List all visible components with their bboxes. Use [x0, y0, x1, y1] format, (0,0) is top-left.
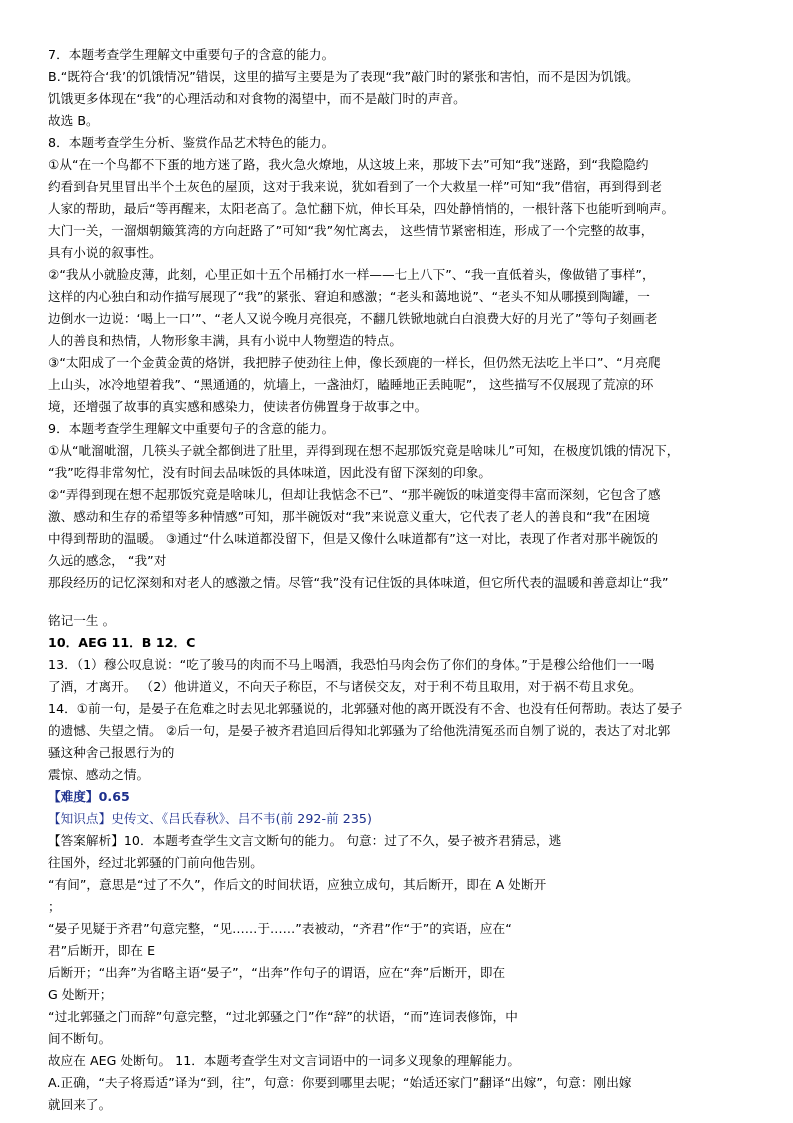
text-line: ； — [48, 899, 61, 914]
text-line: 饥饿更多体现在“我”的心理活动和对食物的渴望中，而不是敲门时的声音。 — [48, 91, 466, 106]
text-line: “有间”，意思是“过了不久”，作后文的时间状语，应独立成句，其后断开，即在 A 处断开 — [48, 877, 547, 892]
text-line: 往国外，经过北郭骚的门前向他告别。 — [48, 855, 263, 870]
text-line: 7．本题考查学生理解文中重要句子的含意的能力。 — [48, 47, 335, 62]
text-line: 震惊、感动之情。 — [48, 767, 150, 782]
text-line: 这样的内心独白和动作描写展现了“我”的紧张、窘迫和感激；“老头和蔼地说”、“老头不知从哪摸到陶罐，一 — [48, 289, 650, 304]
text-line: G 处断开； — [48, 987, 113, 1002]
text-line: 激、感动和生存的希望等多种情感”可知，那半碗饭对“我”来说意义重大，它代表了老人的善良和“我”在困境 — [48, 509, 650, 524]
text-line: 人家的帮助，最后“等再醒来，太阳老高了。急忙翻下炕，伸长耳朵，四处静悄悄的，一根针落下也能听到响声。 — [48, 201, 675, 216]
text-line: 边倒水一边说：‘喝上一口’”、“老人又说今晚月亮很亮，不翻几铁锨地就白白浪费大好的月光了”等句子刻画老 — [48, 311, 658, 326]
text-line: 境，还增强了故事的真实感和感染力，使读者仿佛置身于故事之中。 — [48, 399, 428, 414]
text-line: ①从“在一个鸟都不下蛋的地方迷了路，我火急火燎地，从这坡上来，那坡下去”可知“我”迷路，到“我隐隐约 — [48, 157, 649, 172]
text-line: 中得到帮助的温暖。 ③通过“什么味道都没留下，但是又像什么味道都有”这一对比，表现了作者对那半碗饭的 — [48, 531, 659, 546]
text-line: 间不断句。 — [48, 1031, 112, 1046]
text-line: 14．①前一句，是晏子在危难之时去见北郭骚说的，北郭骚对他的离开既没有不舍、也没有任何帮助。表达了晏子 — [48, 701, 683, 716]
text-line: 上山头，冰冷地望着我”、“黑通通的，炕墙上，一盏油灯，瞌睡地正丢盹呢”， 这些描写不仅展现了荒凉的环 — [48, 377, 654, 392]
text-line: 13．（1）穆公叹息说：“吃了骏马的肉而不马上喝酒，我恐怕马肉会伤了你们的身体。”于是穆公给他们一一喝 — [48, 657, 655, 672]
text-line: 约看到旮旯里冒出半个土灰色的屋顶，这对于我来说，犹如看到了一个大救星一样”可知“我”借宿，再到得到老 — [48, 179, 662, 194]
text-line: 【知识点】史传文、《吕氏春秋》、吕不韦(前 292-前 235) — [48, 811, 372, 826]
text-line: 君”后断开，即在 E — [48, 943, 156, 958]
text-line: ③“太阳成了一个金黄金黄的烙饼，我把脖子使劲往上伸，像长颈鹿的一样长，但仍然无法吃上半口”、“月亮爬 — [48, 355, 661, 370]
text-line: 9．本题考查学生理解文中重要句子的含意的能力。 — [48, 421, 335, 436]
text-line: 大门一关，一溜烟朝簸箕湾的方向赶路了”可知“我”匆忙离去， 这些情节紧密相连，形成了一个完整的故事， — [48, 223, 654, 238]
text-line: 就回来了。 — [48, 1097, 112, 1112]
text-line: 那段经历的记忆深刻和对老人的感激之情。尽管“我”没有记住饭的具体味道，但它所代表的温暖和善意却让“我” — [48, 575, 669, 590]
text-line: A.正确，“夫子将焉适”译为“到，往”，句意：你要到哪里去呢；“始适还家门”翻译“出嫁”，句意：刚出嫁 — [48, 1075, 632, 1090]
text-line: 【难度】0.65 — [48, 789, 130, 804]
text-line: “晏子见疑于齐君”句意完整，“见……于……”表被动，“齐君”作“于”的宾语，应在“ — [48, 921, 512, 936]
text-line: ②“弄得到现在想不起那饭究竟是啥味儿，但却让我惦念不已”、“那半碗饭的味道变得丰富而深刻，它包含了感 — [48, 487, 661, 502]
text-line: 后断开；“出奔”为省略主语“晏子”，“出奔”作句子的谓语，应在“奔”后断开，即在 — [48, 965, 506, 980]
text-line: 铭记一生 。 — [48, 613, 116, 628]
text-line: “过北郭骚之门而辞”句意完整，“过北郭骚之门”作“辞”的状语，“而”连词表修饰，中 — [48, 1009, 518, 1024]
text-line: 久远的感念， “我”对 — [48, 553, 167, 568]
text-line: 【答案解析】10．本题考查学生文言文断句的能力。 句意：过了不久，晏子被齐君猜忌，逃 — [48, 833, 562, 848]
text-line: 故选 B。 — [48, 113, 99, 128]
text-line: 的遗憾、失望之情。 ②后一句，是晏子被齐君追回后得知北郭骚为了给他洗清冤丞而自刎了说的，表达了对北郭 — [48, 723, 671, 738]
text-line: B.“既符合‘我’的饥饿情况”错误，这里的描写主要是为了表现“我”敲门时的紧张和害怕，而不是因为饥饿。 — [48, 69, 639, 84]
text-line: 故应在 AEG 处断句。 11．本题考查学生对文言词语中的一词多义现象的理解能力。 — [48, 1053, 521, 1068]
text-line: 8．本题考查学生分析、鉴赏作品艺术特色的能力。 — [48, 135, 335, 150]
text-line: 具有小说的叙事性。 — [48, 245, 162, 260]
text-line: “我”吃得非常匆忙，没有时间去品味饭的具体味道，因此没有留下深刻的印象。 — [48, 465, 492, 480]
text-line: 骚这种舍己报恩行为的 — [48, 745, 175, 760]
text-line: 了酒，才离开。 （2）他讲道义，不向天子称臣，不与诸侯交友，对于利不苟且取用，对于祸不苟且求免。 — [48, 679, 642, 694]
text-line: ②“我从小就脸皮薄，此刻，心里正如十五个吊桶打水一样——七上八下”、“我一直低着头，像做错了事样”， — [48, 267, 655, 282]
text-line: 10．AEG 11．B 12．C — [48, 635, 196, 650]
text-line: 人的善良和热情，人物形象丰满，具有小说中人物塑造的特点。 — [48, 333, 403, 348]
text-line: ①从“呲溜呲溜，几筷头子就全都倒进了肚里，弄得到现在想不起那饭究竟是啥味儿”可知，在极度饥饿的情况下， — [48, 443, 680, 458]
